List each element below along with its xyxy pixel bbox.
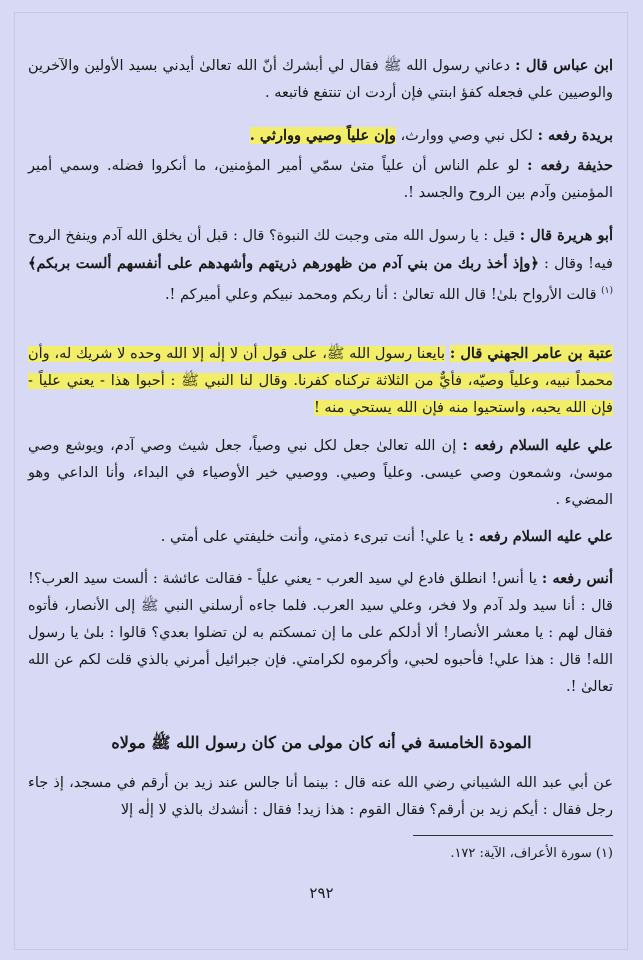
narrator-label: حذيفة رفعه : bbox=[527, 157, 614, 174]
highlighted-text: وإن علياً وصيي ووارثي . bbox=[249, 127, 396, 144]
hadith-text: يا علي! أنت تبرىء ذمتي، وأنت خليفتي على أمتي . bbox=[160, 529, 464, 545]
narrator-label: عتبة بن عامر الجهني قال : bbox=[449, 345, 613, 362]
hadith-text-tail: قالت الأرواح بلىٰ! قال الله تعالىٰ : أنا ربكم ومحمد نبيكم وعلي أميركم !. bbox=[164, 286, 597, 303]
hadith-utba bbox=[28, 340, 613, 422]
footnote: (١) سورة الأعراف، الآية: ١٧٢. bbox=[450, 846, 613, 861]
hadith-ali-2 bbox=[28, 523, 613, 551]
hadith-text: قيل : يا رسول الله متى وجبت لك النبوة؟ قال : قبل أن يخلق الله آدم وينفخ الروح فيه! وقال : bbox=[28, 228, 613, 272]
hadith-buraida bbox=[28, 122, 613, 150]
narrator-label: أنس رفعه : bbox=[541, 570, 613, 587]
hadith-ibn-abbas bbox=[28, 52, 613, 107]
narrator-label: ابن عباس قال : bbox=[515, 57, 613, 74]
hadith-text: لكل نبي وصي ووارث، bbox=[400, 128, 533, 144]
footnote-marker: (١) bbox=[601, 286, 613, 296]
hadith-text: لو علم الناس أن علياً متىٰ سمّي أمير المؤمنين، ما أنكروا فضله. وسمي أمير المؤمنين وآدم بين الروح والجسد !. bbox=[28, 158, 613, 201]
hadith-text: دعاني رسول الله ﷺ فقال لي أبشرك أنّ الله تعالىٰ أيدني بسيد الأولين والآخرين والوصيين علي فجعله كفؤ ابنتي فإن أردت ان تنتفع فاتبعه . bbox=[28, 58, 613, 101]
hadith-text: يا أنس! انطلق فادع لي سيد العرب - يعني علياً - فقالت عائشة : ألست سيد العرب؟! قال : أنا سيد ولد آدم ولا فخر، وعلي سيد العرب. فلما جاءه أرسلني النبي ﷺ إلى الأنصار، فأتوه فقال لهم : يا معشر الأنصار! ألا أدلكم على ما إن تمسكتم به لن تضلوا بعدي؟ قالوا : بلىٰ يا رسول الله! قال : هذا علي! فأحبوه لحبي، وأكرموه لكرامتي. فإن جبرائيل أمرني بالذي قلت لكم عن الله تعالىٰ !. bbox=[28, 571, 613, 695]
hadith-text: إن الله تعالىٰ جعل لكل نبي وصياً، جعل شيث وصي آدم، ويوشع وصي موسىٰ، وشمعون وصي عيسى. وعلياً وصيي. ووصيي خير الأوصياء في البداء، وأنا الداعي وهو المضيء . bbox=[28, 438, 613, 508]
hadith-ali-1 bbox=[28, 432, 613, 514]
hadith-hudhaifa bbox=[28, 152, 613, 207]
narrator-label: علي عليه السلام رفعه : bbox=[468, 528, 613, 545]
page-number: ٢٩٢ bbox=[309, 884, 334, 902]
highlighted-text: بايعنا رسول الله ﷺ، على قول أن لا إلٰه إلا الله وحده لا شريك له، وأن محمداً نبيه، وعلياً وصيّه، فأيٌّ من الثلاثة تركناه كفرنا. وقال لنا النبي ﷺ : أحبوا هذا - يعني علياً - فإن الله يحبه، واستحيوا منه فإن الله يستحي منه ! bbox=[28, 346, 613, 416]
section-heading: المودة الخامسة في أنه كان مولى من كان رسول الله ﷺ مولاه bbox=[111, 733, 532, 752]
footnote-divider bbox=[413, 835, 613, 836]
narrator-label: أبو هريرة قال : bbox=[519, 227, 613, 244]
hadith-anas bbox=[28, 565, 613, 701]
narrator-label: علي عليه السلام رفعه : bbox=[462, 437, 614, 454]
section-text: عن أبي عبد الله الشيباني رضي الله عنه قال : بينما أنا جالس عند زيد بن أرقم في مسجد، إذ جاء رجل فقال : أيكم زيد بن أرقم؟ فقال القوم : هذا زيد! فقال : أنشدك بالذي لا إلٰه إلا bbox=[28, 775, 613, 818]
narrator-label: بريدة رفعه : bbox=[537, 127, 613, 144]
hadith-abu-huraira bbox=[28, 222, 613, 309]
quran-verse: ﴿وإذ أخذ ربك من بني آدم من ظهورهم ذريتهم وأشهدهم على أنفسهم ألست بربكم﴾ bbox=[28, 255, 539, 272]
